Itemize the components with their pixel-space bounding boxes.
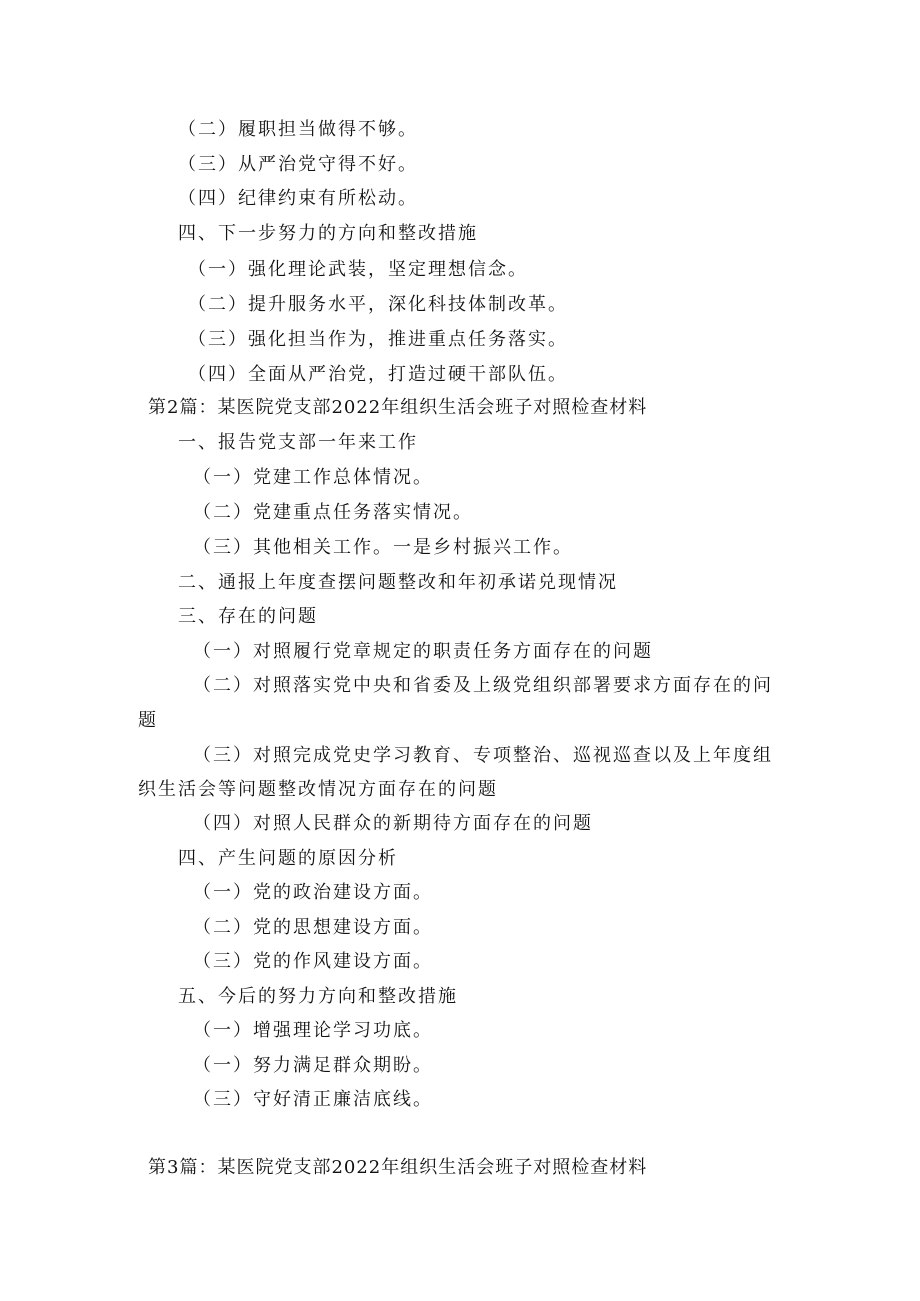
- p2-item-4-2: （二）党的思想建设方面。: [193, 917, 433, 938]
- item-3-discipline-party: （三）从严治党守得不好。: [178, 154, 418, 175]
- p2-section-5: 五、今后的努力方向和整改措施: [178, 986, 458, 1007]
- p2-item-4-1: （一）党的政治建设方面。: [193, 882, 433, 903]
- p2-item-3-2-cont: 题: [138, 710, 158, 731]
- part-3-heading: 第3篇：某医院党支部2022年组织生活会班子对照检查材料: [148, 1157, 648, 1178]
- p2-section-3: 三、存在的问题: [178, 606, 318, 627]
- measure-3: （三）强化担当作为，推进重点任务落实。: [188, 329, 568, 350]
- p2-section-4: 四、产生问题的原因分析: [178, 848, 398, 869]
- part-2-heading: 第2篇：某医院党支部2022年组织生活会班子对照检查材料: [148, 397, 648, 418]
- section-4-next-steps: 四、下一步努力的方向和整改措施: [178, 223, 478, 244]
- p2-item-3-3-cont: 织生活会等问题整改情况方面存在的问题: [138, 779, 498, 800]
- p2-item-4-3: （三）党的作风建设方面。: [193, 951, 433, 972]
- item-4-discipline: （四）纪律约束有所松动。: [178, 188, 418, 209]
- measure-1: （一）强化理论武装，坚定理想信念。: [188, 259, 528, 280]
- measure-2: （二）提升服务水平，深化科技体制改革。: [188, 294, 568, 315]
- p2-item-5-3: （三）守好清正廉洁底线。: [193, 1089, 433, 1110]
- p2-item-3-2: （二）对照落实党中央和省委及上级党组织部署要求方面存在的问: [193, 675, 773, 696]
- p2-item-3-1: （一）对照履行党章规定的职责任务方面存在的问题: [193, 641, 653, 662]
- p2-item-5-2: （一）努力满足群众期盼。: [193, 1055, 433, 1076]
- p2-item-1-3: （三）其他相关工作。一是乡村振兴工作。: [193, 537, 573, 558]
- p2-item-5-1: （一）增强理论学习功底。: [193, 1020, 433, 1041]
- item-2-duty: （二）履职担当做得不够。: [178, 119, 418, 140]
- p2-item-1-1: （一）党建工作总体情况。: [193, 467, 433, 488]
- p2-section-1: 一、报告党支部一年来工作: [178, 432, 418, 453]
- p2-item-1-2: （二）党建重点任务落实情况。: [193, 502, 473, 523]
- p2-item-3-3: （三）对照完成党史学习教育、专项整治、巡视巡查以及上年度组: [193, 745, 773, 766]
- p2-item-3-4: （四）对照人民群众的新期待方面存在的问题: [193, 813, 593, 834]
- p2-section-2: 二、通报上年度查摆问题整改和年初承诺兑现情况: [178, 572, 618, 593]
- measure-4: （四）全面从严治党，打造过硬干部队伍。: [188, 364, 568, 385]
